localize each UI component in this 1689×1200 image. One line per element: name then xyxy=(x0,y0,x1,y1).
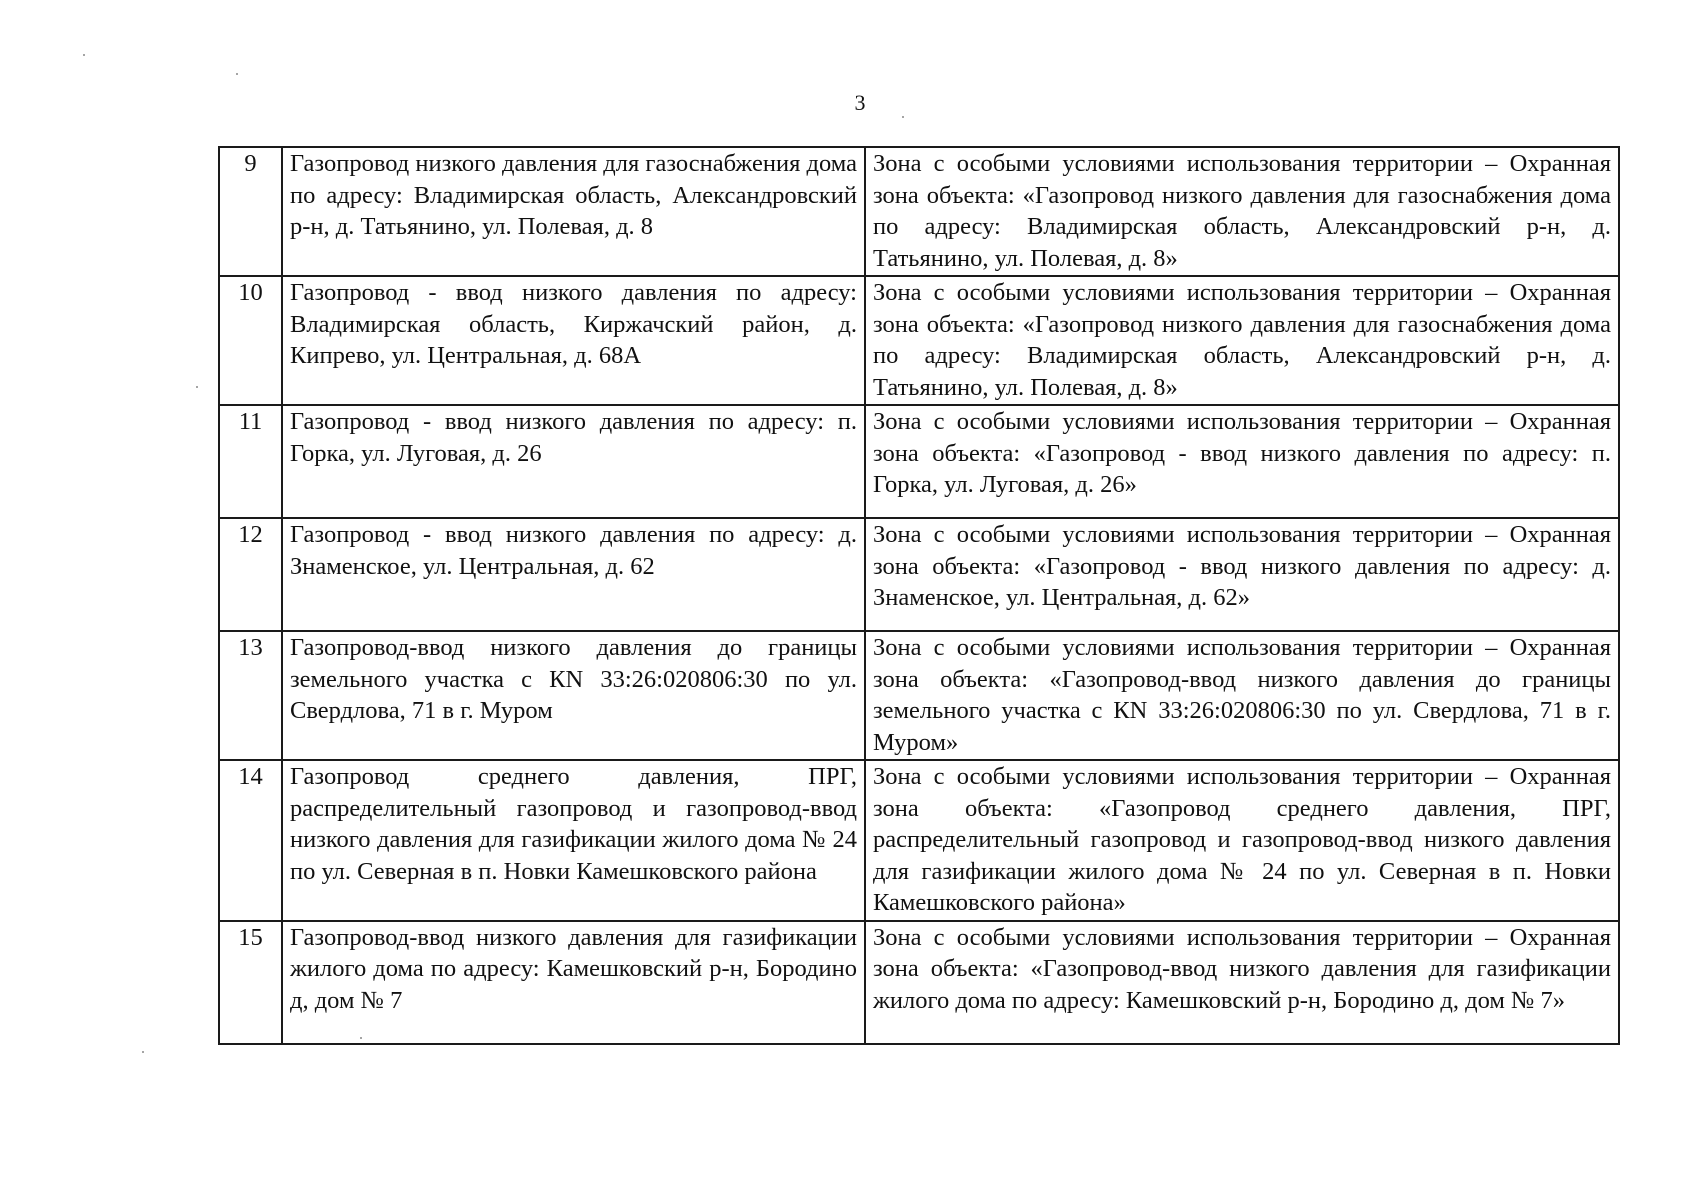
scan-speck xyxy=(236,73,238,75)
zone-description: Зона с особыми условиями использования территории – Охранная зона объекта: «Газопровод - ввод низкого давления по адресу: д. Знаменское, ул. Центральная, д. 62» xyxy=(865,518,1619,631)
page-number: 3 xyxy=(854,90,866,115)
zone-description: Зона с особыми условиями использования территории – Охранная зона объекта: «Газопровод-ввод низкого давления для газификации жилого дома по адресу: Камешковский р-н, Бородино д, дом № 7» xyxy=(865,921,1619,1044)
scan-speck xyxy=(902,116,904,118)
object-description: Газопровод-ввод низкого давления для газификации жилого дома по адресу: Камешковский р-н, Бородино д, дом № 7 xyxy=(282,921,865,1044)
row-number: 15 xyxy=(219,921,282,1044)
object-description: Газопровод - ввод низкого давления по адресу: п. Горка, ул. Луговая, д. 26 xyxy=(282,405,865,518)
table-row xyxy=(219,760,1619,921)
object-description: Газопровод низкого давления для газоснабжения дома по адресу: Владимирская область, Александровский р-н, д. Татьянино, ул. Полевая, д. 8 xyxy=(282,147,865,276)
table-row xyxy=(219,147,1619,276)
scan-speck xyxy=(360,1037,362,1039)
table-row xyxy=(219,921,1619,1044)
table-row xyxy=(219,518,1619,631)
zones-table xyxy=(218,146,1620,1045)
zone-description: Зона с особыми условиями использования территории – Охранная зона объекта: «Газопровод-ввод низкого давления до границы земельного участка с КN 33:26:020806:30 по ул. Свердлова, 71 в г. Муром» xyxy=(865,631,1619,760)
zone-description: Зона с особыми условиями использования территории – Охранная зона объекта: «Газопровод среднего давления, ПРГ, распределительный газопровод и газопровод-ввод низкого давления для газификации жилого дома № 24 по ул. Северная в п. Новки Камешковского района» xyxy=(865,760,1619,921)
object-description: Газопровод среднего давления, ПРГ, распределительный газопровод и газопровод-ввод низкого давления для газификации жилого дома № 24 по ул. Северная в п. Новки Камешковского района xyxy=(282,760,865,921)
row-number: 9 xyxy=(219,147,282,276)
table-row xyxy=(219,276,1619,405)
object-description: Газопровод-ввод низкого давления до границы земельного участка с КN 33:26:020806:30 по ул. Свердлова, 71 в г. Муром xyxy=(282,631,865,760)
object-description: Газопровод - ввод низкого давления по адресу: Владимирская область, Киржачский район, д. Кипрево, ул. Центральная, д. 68А xyxy=(282,276,865,405)
row-number: 13 xyxy=(219,631,282,760)
object-description: Газопровод - ввод низкого давления по адресу: д. Знаменское, ул. Центральная, д. 62 xyxy=(282,518,865,631)
zone-description: Зона с особыми условиями использования территории – Охранная зона объекта: «Газопровод низкого давления для газоснабжения дома по адресу: Владимирская область, Александровский р-н, д. Татьянино, ул. Полевая, д. 8» xyxy=(865,147,1619,276)
scan-speck xyxy=(142,1051,144,1053)
zone-description: Зона с особыми условиями использования территории – Охранная зона объекта: «Газопровод низкого давления для газоснабжения дома по адресу: Владимирская область, Александровский р-н, д. Татьянино, ул. Полевая, д. 8» xyxy=(865,276,1619,405)
scan-speck xyxy=(196,386,198,388)
table-row xyxy=(219,631,1619,760)
scan-speck xyxy=(83,54,85,56)
table-row xyxy=(219,405,1619,518)
row-number: 14 xyxy=(219,760,282,921)
row-number: 12 xyxy=(219,518,282,631)
row-number: 11 xyxy=(219,405,282,518)
row-number: 10 xyxy=(219,276,282,405)
zone-description: Зона с особыми условиями использования территории – Охранная зона объекта: «Газопровод - ввод низкого давления по адресу: п. Горка, ул. Луговая, д. 26» xyxy=(865,405,1619,518)
